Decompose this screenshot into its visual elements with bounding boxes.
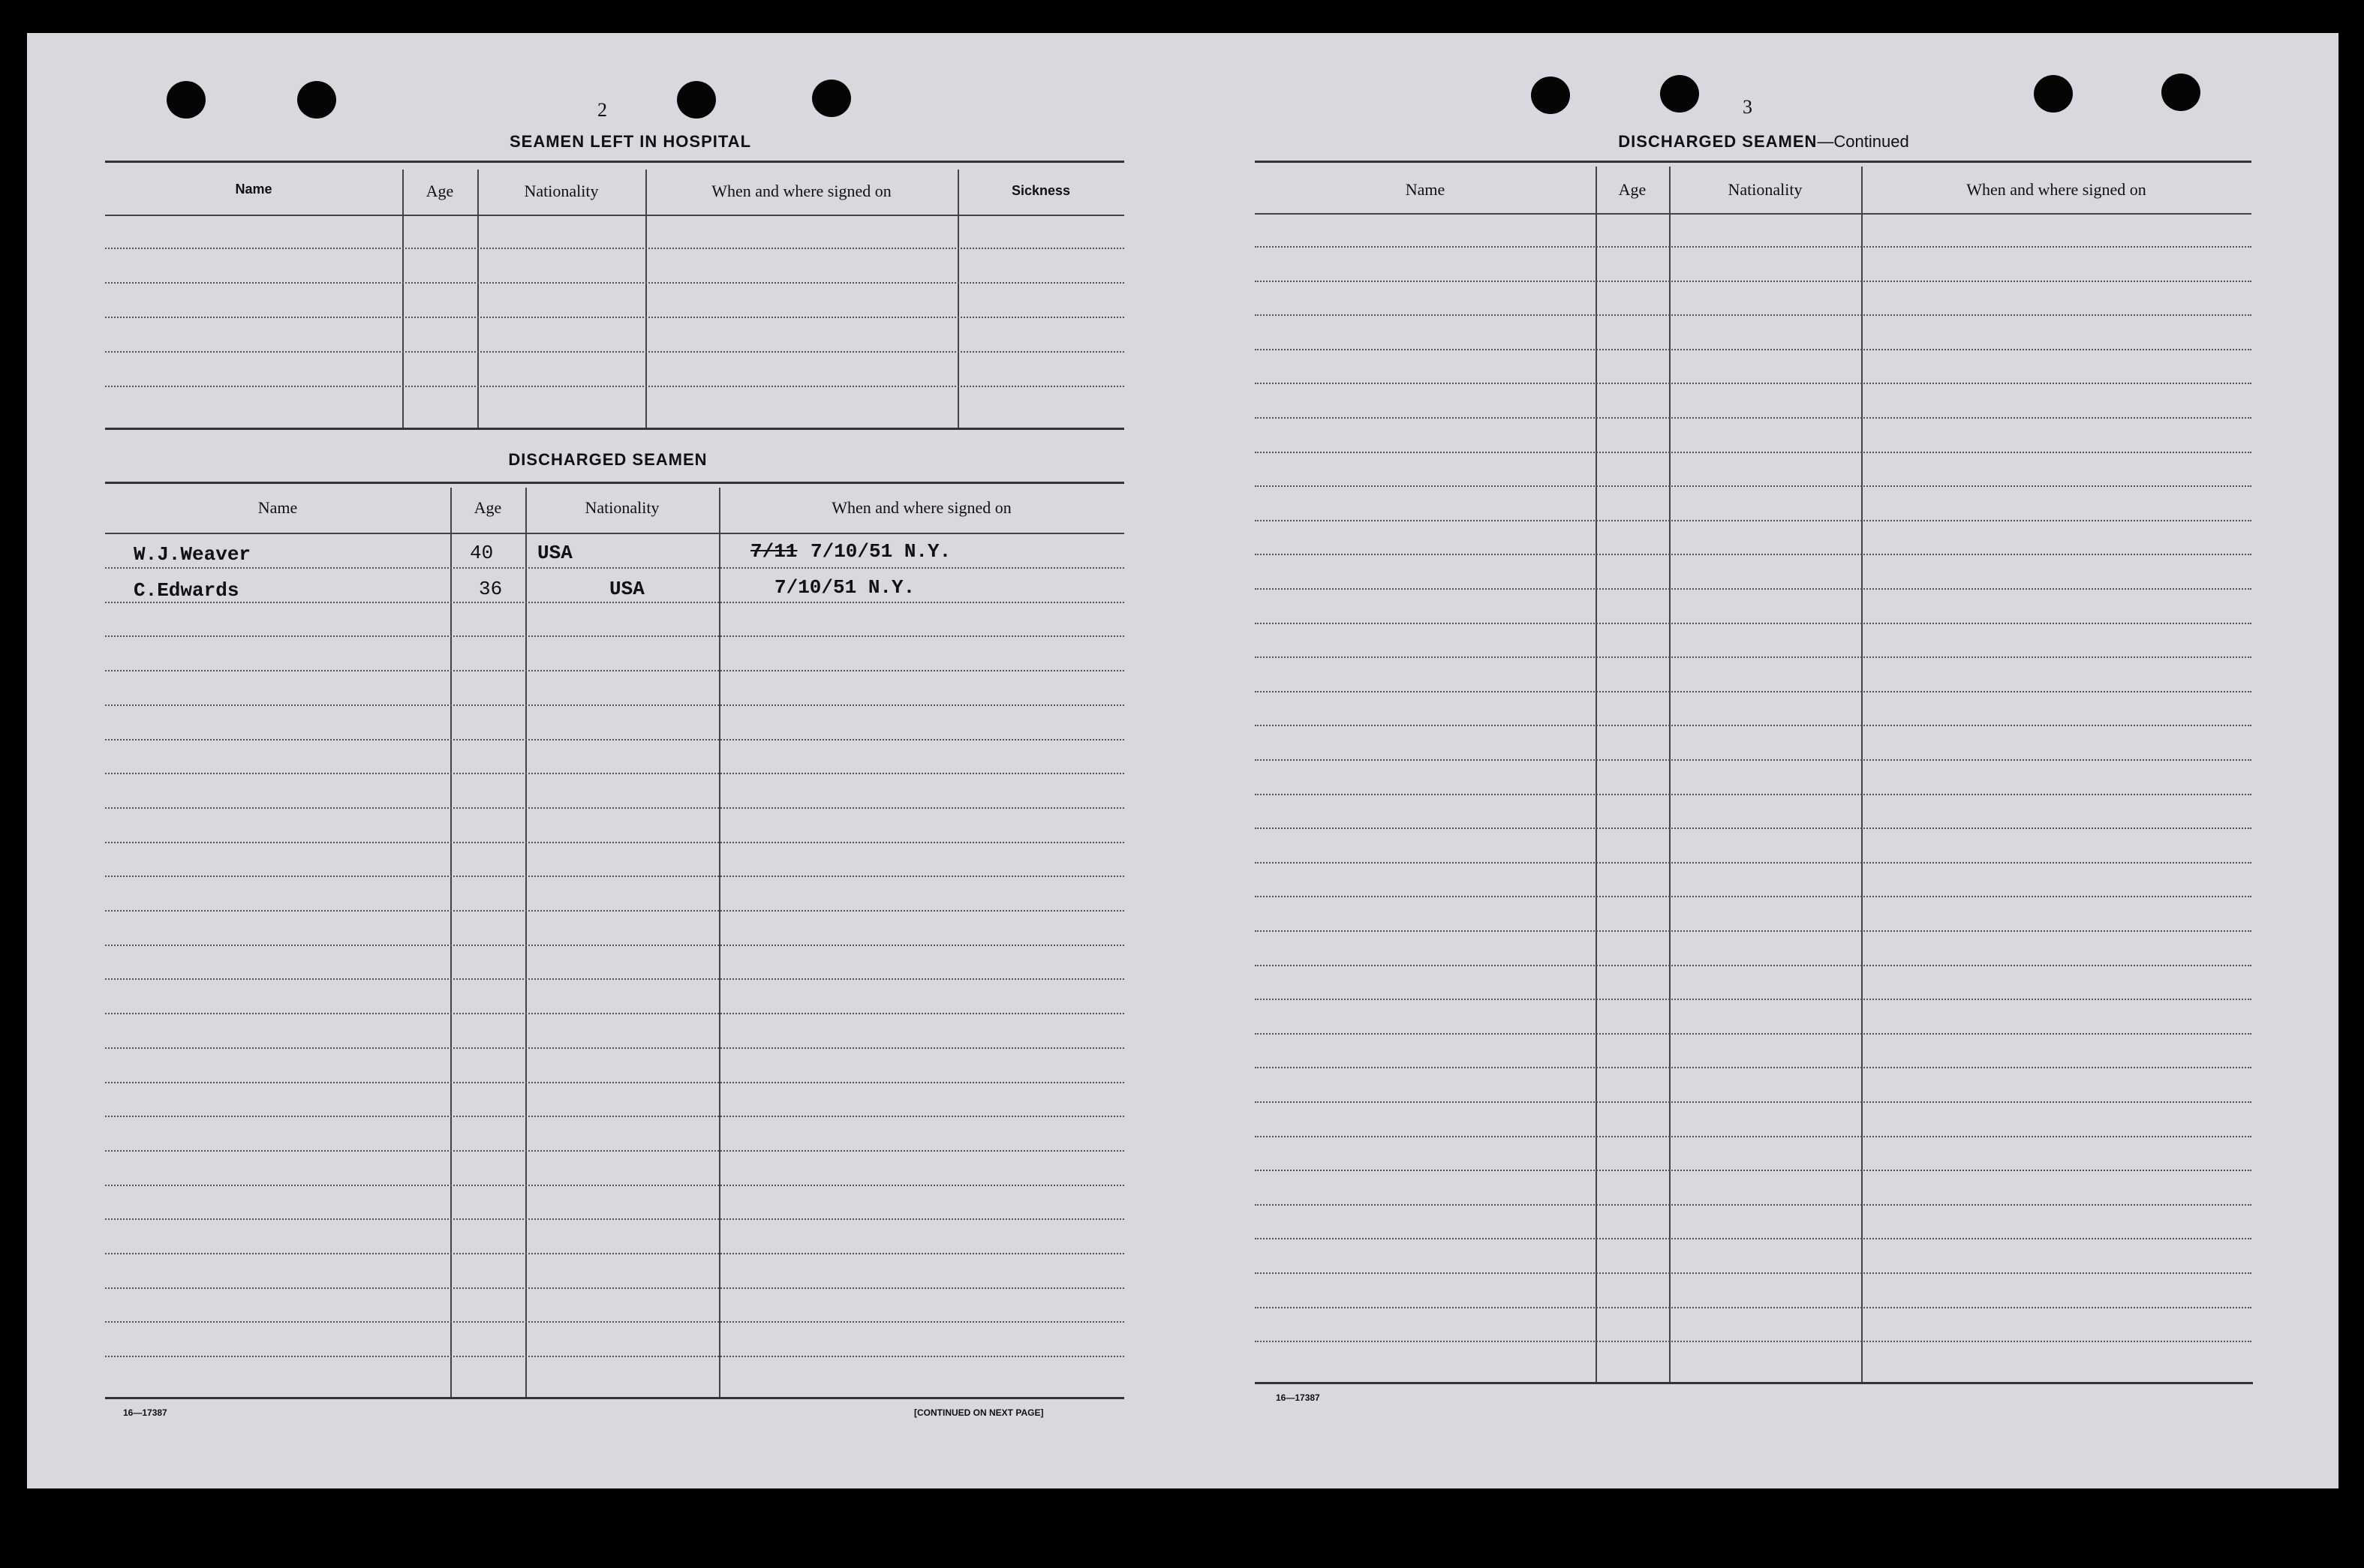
ruled-line xyxy=(105,1082,1124,1083)
ruled-line xyxy=(1255,1204,2251,1206)
page-number: 2 xyxy=(597,99,607,121)
column-divider xyxy=(645,170,647,429)
document-sheet xyxy=(27,33,2338,1488)
ruled-line xyxy=(1255,314,2251,316)
ruled-line xyxy=(1255,246,2251,248)
ruled-line xyxy=(1255,383,2251,384)
punch-hole xyxy=(1660,75,1699,113)
right-header-age: Age xyxy=(1618,180,1647,199)
hospital-table-bottom-rule xyxy=(105,428,1124,430)
right-header-name: Name xyxy=(1405,180,1445,199)
ruled-line xyxy=(105,1047,1124,1049)
punch-hole xyxy=(812,80,851,117)
ruled-line xyxy=(1255,452,2251,453)
seaman-age: 36 xyxy=(479,578,503,600)
right-table-bottom-rule xyxy=(1255,1382,2253,1384)
ruled-line xyxy=(1255,725,2251,726)
ruled-line xyxy=(105,282,1124,284)
ruled-line xyxy=(105,635,1124,637)
ruled-line xyxy=(1255,554,2251,555)
ruled-line xyxy=(1255,930,2251,932)
column-divider xyxy=(719,488,720,1397)
hospital-header-name: Name xyxy=(235,182,272,197)
ruled-line xyxy=(1255,1033,2251,1035)
signed-on-entry: 7/10/51 N.Y. xyxy=(811,540,952,563)
ruled-line xyxy=(105,739,1124,740)
ruled-line xyxy=(105,945,1124,946)
ruled-line xyxy=(1255,999,2251,1000)
seaman-age: 40 xyxy=(470,542,494,564)
ruled-line xyxy=(105,386,1124,387)
ruled-line xyxy=(105,773,1124,774)
ruled-line xyxy=(1255,1170,2251,1171)
seaman-name: C.Edwards xyxy=(134,579,239,602)
right-table-top-rule xyxy=(1255,161,2251,163)
column-divider xyxy=(958,170,959,429)
ruled-line xyxy=(105,317,1124,318)
seaman-nationality: USA xyxy=(537,542,573,564)
ruled-line xyxy=(1255,1272,2251,1274)
column-divider xyxy=(450,488,452,1397)
form-number: 16—17387 xyxy=(123,1407,167,1418)
hospital-section-title: SEAMEN LEFT IN HOSPITAL xyxy=(509,132,752,151)
ruled-line xyxy=(1255,281,2251,282)
ruled-line xyxy=(105,1287,1124,1289)
right-header-nationality: Nationality xyxy=(1728,180,1803,199)
ruled-line xyxy=(1255,588,2251,590)
discharged-header-nationality: Nationality xyxy=(585,498,660,517)
ruled-line xyxy=(1255,623,2251,624)
ruled-line xyxy=(1255,349,2251,350)
right-header-rule xyxy=(1255,213,2251,215)
punch-hole xyxy=(1531,77,1570,114)
ruled-line xyxy=(105,567,1124,569)
ruled-line xyxy=(1255,1136,2251,1137)
ruled-line xyxy=(1255,794,2251,795)
page-number: 3 xyxy=(1743,96,1752,118)
hospital-header-sickness: Sickness xyxy=(1011,183,1071,198)
ruled-line xyxy=(105,1356,1124,1357)
right-header-signed-on: When and where signed on xyxy=(1966,180,2146,199)
hospital-header-age: Age xyxy=(426,182,454,200)
signed-on-entry: 7/10/51 N.Y. xyxy=(774,576,916,599)
ruled-line xyxy=(1255,1067,2251,1068)
form-number: 16—17387 xyxy=(1276,1392,1320,1403)
punch-hole xyxy=(297,81,336,119)
column-divider xyxy=(477,170,479,429)
ruled-line xyxy=(1255,896,2251,897)
seaman-nationality: USA xyxy=(609,578,645,600)
ruled-line xyxy=(1255,1307,2251,1308)
seaman-name: W.J.Weaver xyxy=(134,543,251,566)
continued-note: [CONTINUED ON NEXT PAGE] xyxy=(914,1407,1044,1418)
discharged-section-title: DISCHARGED SEAMEN xyxy=(508,450,708,469)
ruled-line xyxy=(105,1013,1124,1014)
hospital-header-rule xyxy=(105,215,1124,216)
ruled-line xyxy=(1255,520,2251,521)
discharged-table-bottom-rule xyxy=(105,1397,1124,1399)
ruled-line xyxy=(105,910,1124,912)
ruled-line xyxy=(105,1150,1124,1152)
ruled-line xyxy=(105,1185,1124,1186)
ruled-line xyxy=(1255,485,2251,487)
struck-out-date: 7/11 xyxy=(750,540,798,563)
discharged-header-age: Age xyxy=(474,498,502,517)
ruled-line xyxy=(105,978,1124,980)
title-text: DISCHARGED SEAMEN xyxy=(1618,132,1818,151)
ruled-line xyxy=(1255,1101,2251,1103)
ruled-line xyxy=(1255,965,2251,966)
title-suffix: —Continued xyxy=(1817,132,1909,151)
ruled-line xyxy=(105,1253,1124,1254)
discharged-header-rule xyxy=(105,533,1124,534)
discharged-table-top-rule xyxy=(105,482,1124,484)
ruled-line xyxy=(1255,417,2251,419)
discharged-continued-title xyxy=(1501,132,2026,152)
punch-hole xyxy=(2034,75,2073,113)
ruled-line xyxy=(105,1116,1124,1117)
ruled-line xyxy=(105,670,1124,671)
ruled-line xyxy=(105,602,1124,603)
discharged-header-name: Name xyxy=(257,498,298,517)
ruled-line xyxy=(105,807,1124,809)
hospital-header-signed-on: When and where signed on xyxy=(711,182,892,200)
ruled-line xyxy=(105,1218,1124,1220)
column-divider xyxy=(525,488,527,1397)
ruled-line xyxy=(1255,1238,2251,1239)
ruled-line xyxy=(105,704,1124,706)
ruled-line xyxy=(1255,828,2251,829)
ruled-line xyxy=(1255,1341,2251,1342)
hospital-header-nationality: Nationality xyxy=(524,182,599,200)
column-divider xyxy=(402,170,404,429)
punch-hole xyxy=(2161,74,2200,111)
ruled-line xyxy=(1255,862,2251,864)
ruled-line xyxy=(105,248,1124,249)
ruled-line xyxy=(105,351,1124,353)
ruled-line xyxy=(1255,691,2251,692)
hospital-table-top-rule xyxy=(105,161,1124,163)
ruled-line xyxy=(1255,759,2251,761)
ruled-line xyxy=(105,842,1124,843)
punch-hole xyxy=(677,81,716,119)
ruled-line xyxy=(105,1321,1124,1323)
punch-hole xyxy=(167,81,206,119)
ruled-line xyxy=(105,876,1124,877)
discharged-header-signed-on: When and where signed on xyxy=(832,498,1012,517)
ruled-line xyxy=(1255,656,2251,658)
